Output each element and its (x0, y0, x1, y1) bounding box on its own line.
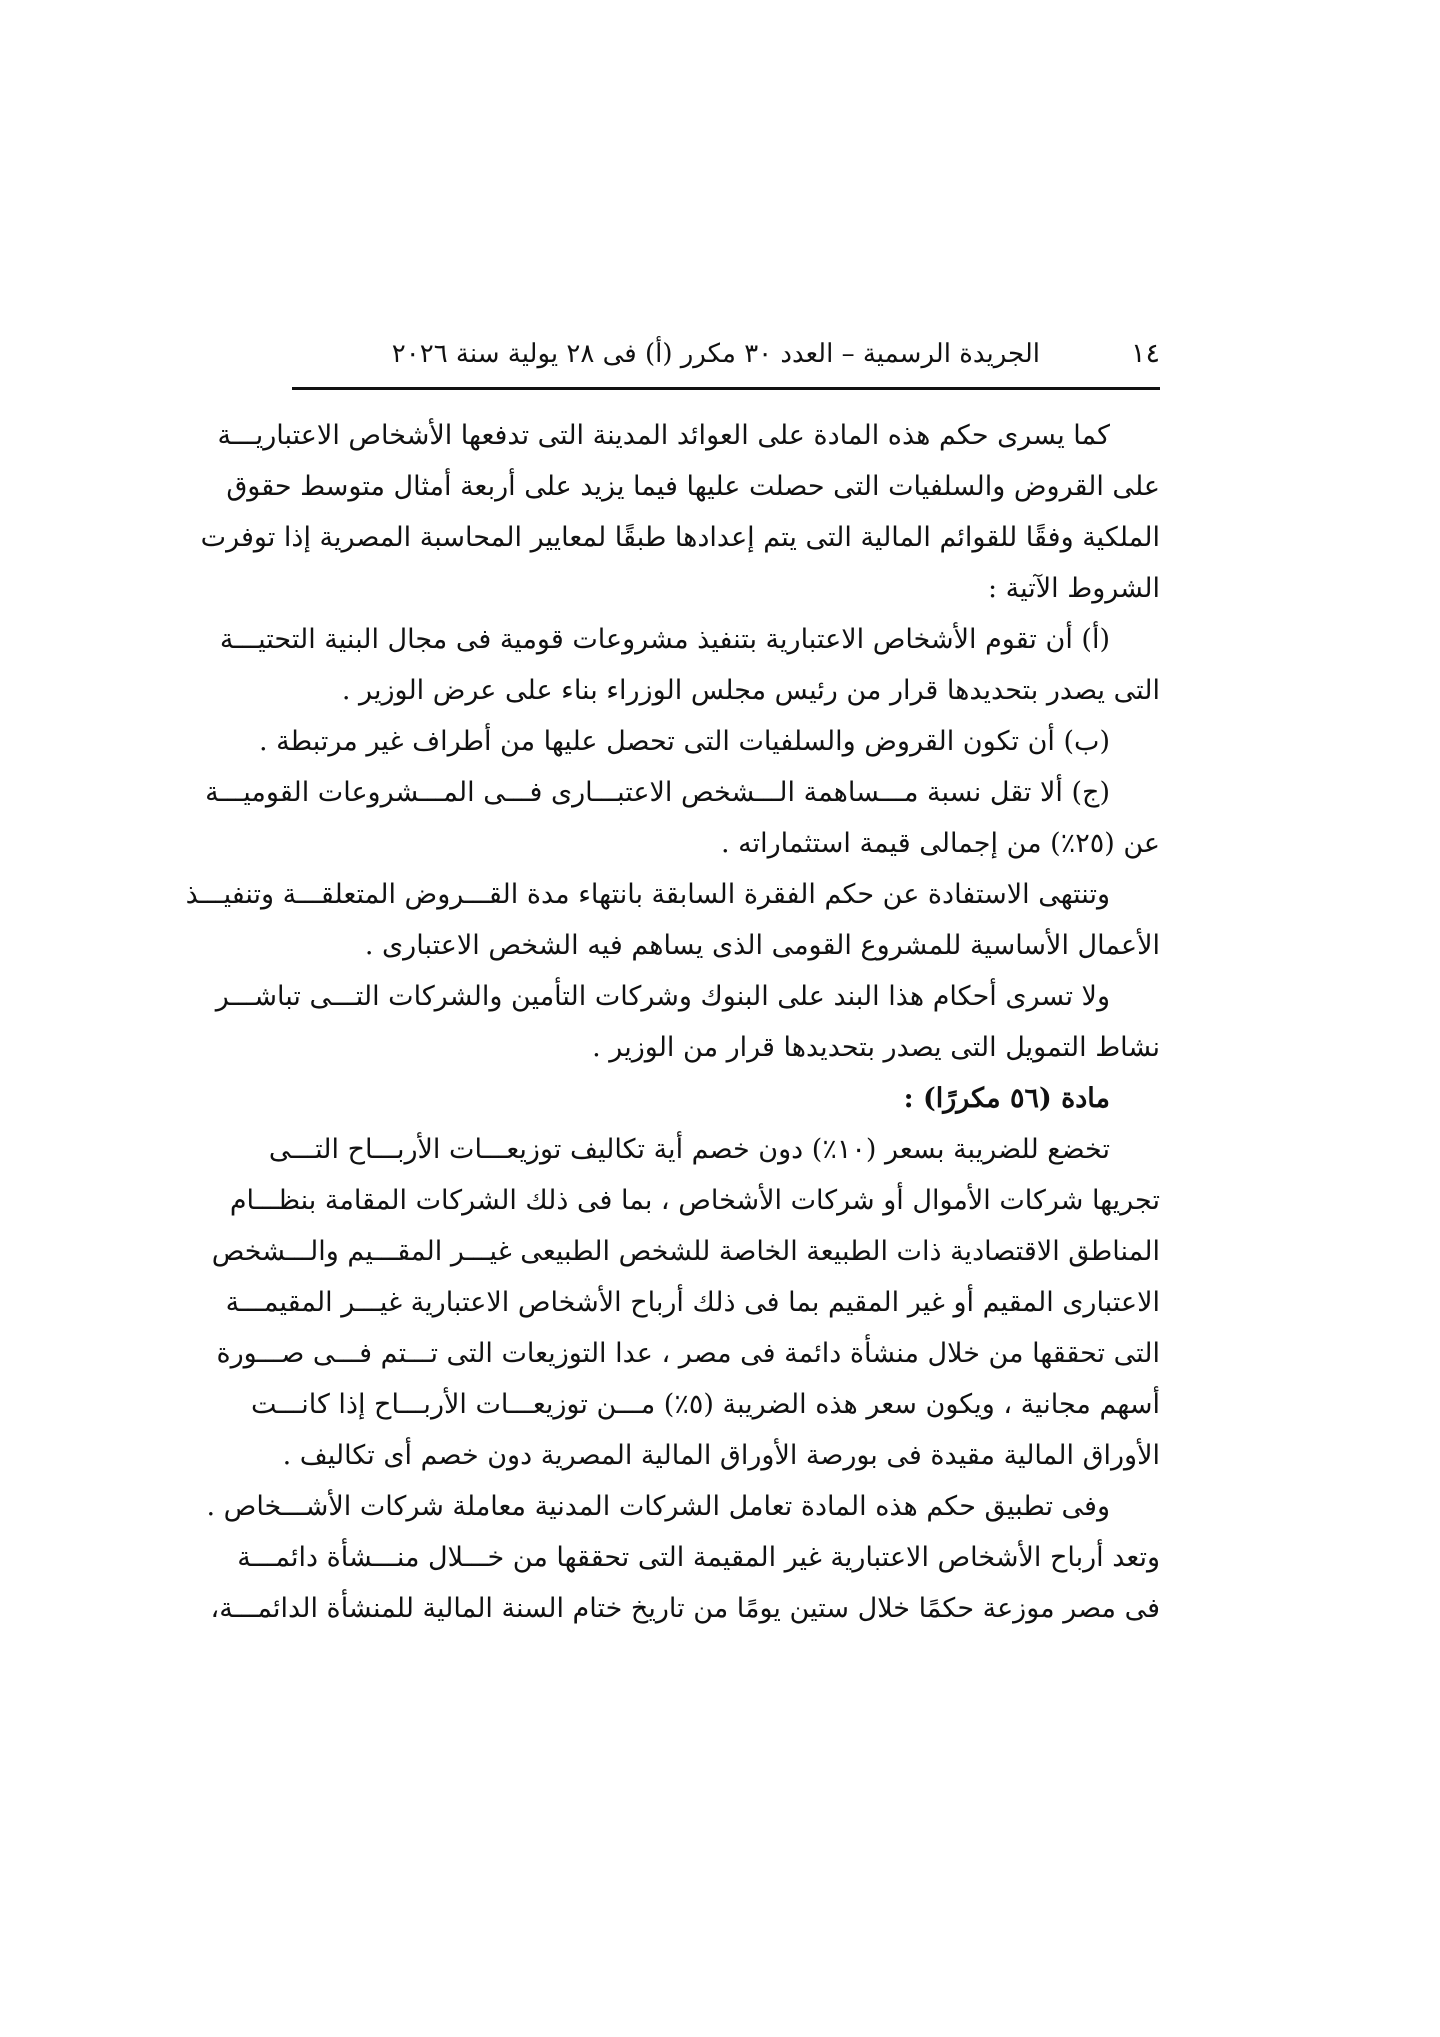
text-line: الشروط الآتية : (987, 573, 1160, 604)
header-divider (292, 387, 1160, 390)
text-line: تجريها شركات الأموال أو شركات الأشخاص ، بما فى ذلك الشركات المقامة بنظـــام (229, 1185, 1160, 1216)
text-line: (أ) أن تقوم الأشخاص الاعتبارية بتنفيذ مشروعات قومية فى مجال البنية التحتيـــة (219, 624, 1110, 655)
text-line: وفى تطبيق حكم هذه المادة تعامل الشركات المدنية معاملة شركات الأشـــخاص . (206, 1491, 1110, 1522)
article-heading: مادة (٥٦ مكررًا) : (903, 1083, 1110, 1114)
text-line: (ب) أن تكون القروض والسلفيات التى تحصل عليها من أطراف غير مرتبطة . (258, 726, 1110, 757)
text-line: تخضع للضريبة بسعر (١٠٪) دون خصم أية تكاليف توزيعـــات الأربـــاح التـــى (268, 1134, 1110, 1165)
text-line: على القروض والسلفيات التى حصلت عليها فيما يزيد على أربعة أمثال متوسط حقوق (226, 471, 1160, 502)
page-number: ١٤ (1130, 338, 1160, 369)
gazette-header-title: الجريدة الرسمية – العدد ٣٠ مكرر (أ) فى ٢٨ يولية سنة ٢٠٢٦ (391, 339, 1040, 369)
text-line: التى تحققها من خلال منشأة دائمة فى مصر ، عدا التوزيعات التى تـــتم فـــى صـــورة (216, 1338, 1160, 1369)
text-line: نشاط التمويل التى يصدر بتحديدها قرار من الوزير . (592, 1032, 1160, 1063)
text-line: أسهم مجانية ، ويكون سعر هذه الضريبة (٥٪) مـــن توزيعـــات الأربـــاح إذا كانـــت (251, 1389, 1160, 1420)
text-line: وتعد أرباح الأشخاص الاعتبارية غير المقيمة التى تحققها من خـــلال منـــشأة دائمـــة (237, 1542, 1160, 1573)
text-line: المناطق الاقتصادية ذات الطبيعة الخاصة للشخص الطبيعى غيـــر المقـــيم والـــشخص (211, 1236, 1160, 1267)
text-line: (ج) ألا تقل نسبة مـــساهمة الـــشخص الاعتبـــارى فـــى المـــشروعات القوميـــة (205, 777, 1110, 808)
text-line: الاعتبارى المقيم أو غير المقيم بما فى ذلك أرباح الأشخاص الاعتبارية غيـــر المقيمـــة (225, 1287, 1160, 1318)
text-line: الملكية وفقًا للقوائم المالية التى يتم إعدادها طبقًا لمعايير المحاسبة المصرية إذا توفرت (200, 522, 1160, 553)
page-header (292, 330, 1160, 380)
text-line: الأعمال الأساسية للمشروع القومى الذى يساهم فيه الشخص الاعتبارى . (364, 930, 1160, 961)
text-line: عن (٢٥٪) من إجمالى قيمة استثماراته . (720, 828, 1160, 859)
text-line: الأوراق المالية مقيدة فى بورصة الأوراق المالية المصرية دون خصم أى تكاليف . (282, 1440, 1160, 1471)
text-line: وتنتهى الاستفادة عن حكم الفقرة السابقة بانتهاء مدة القـــروض المتعلقـــة وتنفيـــذ (185, 879, 1110, 910)
text-line: ولا تسرى أحكام هذا البند على البنوك وشركات التأمين والشركات التـــى تباشـــر (215, 981, 1110, 1012)
text-line: التى يصدر بتحديدها قرار من رئيس مجلس الوزراء بناء على عرض الوزير . (341, 675, 1160, 706)
text-line: كما يسرى حكم هذه المادة على العوائد المدينة التى تدفعها الأشخاص الاعتباريـــة (217, 420, 1110, 451)
text-line: فى مصر موزعة حكمًا خلال ستين يومًا من تاريخ ختام السنة المالية للمنشأة الدائمـــة، (210, 1593, 1160, 1624)
body-text (185, 410, 1160, 1634)
